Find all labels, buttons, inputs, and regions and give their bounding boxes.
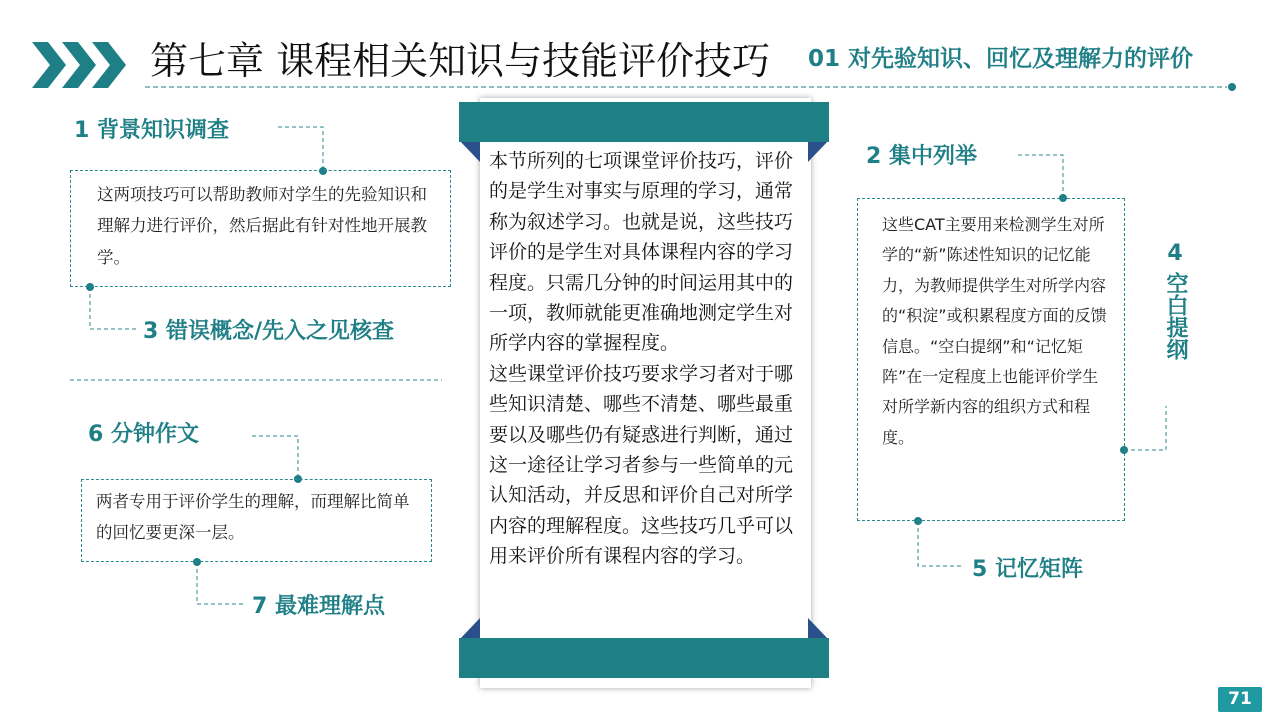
heading-empty-outline-number: 4 [1167,241,1183,266]
page-number: 71 [1218,687,1262,712]
heading-background-knowledge: 1 背景知识调查 [74,118,229,143]
header-divider [145,86,1233,88]
box-cat-description-text: 这些CAT主要用来检测学生对所学的“新”陈述性知识的记忆能力，为教师提供学生对所学内容的“积淀”或积累程度方面的反馈信息。“空白提纲”和“记忆矩阵”在一定程度上也能评价学生对所学新内容的组织方式和程度。 [882,215,1107,447]
page-title: 第七章 课程相关知识与技能评价技巧 [150,39,771,83]
heading-empty-outline-text: 空白提纲 [1163,271,1188,360]
chevron-arrows-icon [32,42,132,88]
section-title: 01 对先验知识、回忆及理解力的评价 [808,46,1194,72]
heading-memory-matrix: 5 记忆矩阵 [972,557,1083,582]
box-understanding [81,479,432,562]
heading-focused-listing: 2 集中列举 [866,144,977,169]
box-background-knowledge-text: 这两项技巧可以帮助教师对学生的先验知识和理解力进行评价，然后据此有针对性地开展教学。 [97,185,427,267]
box-understanding-text: 两者专用于评价学生的理解，而理解比简单的回忆要更深一层。 [96,492,410,543]
scroll-top-bar [459,102,829,142]
box-background-knowledge [70,170,451,287]
box-cat-description [857,198,1125,521]
heading-misconception-check: 3 错误概念/先入之见核查 [143,319,395,344]
scroll-paragraph-2: 这些课堂评价技巧要求学习者对于哪些知识清楚、哪些不清楚、哪些最重要以及哪些仍有疑惑进行判断，通过这一途径让学习者参与一些简单的元认知活动，并反思和评价自己对所学内容的理解程度。这些技巧几乎可以用来评价所有课程内容的学习。 [489,362,794,568]
heading-minute-paper: 6 分钟作文 [88,422,199,447]
heading-muddiest-point: 7 最难理解点 [252,594,385,619]
scroll-paragraph-1: 本节所列的七项课堂评价技巧，评价的是学生对事实与原理的学习，通常称为叙述学习。也就是说，这些技巧评价的是学生对具体课程内容的学习程度。只需几分钟的时间运用其中的一项，教师就能更准确地测定学生对所学内容的掌握程度。 [489,150,794,355]
scroll-bottom-bar [459,638,829,678]
heading-empty-outline [1160,240,1190,360]
header-rule-dot [1228,83,1236,91]
scroll-text [489,146,805,571]
